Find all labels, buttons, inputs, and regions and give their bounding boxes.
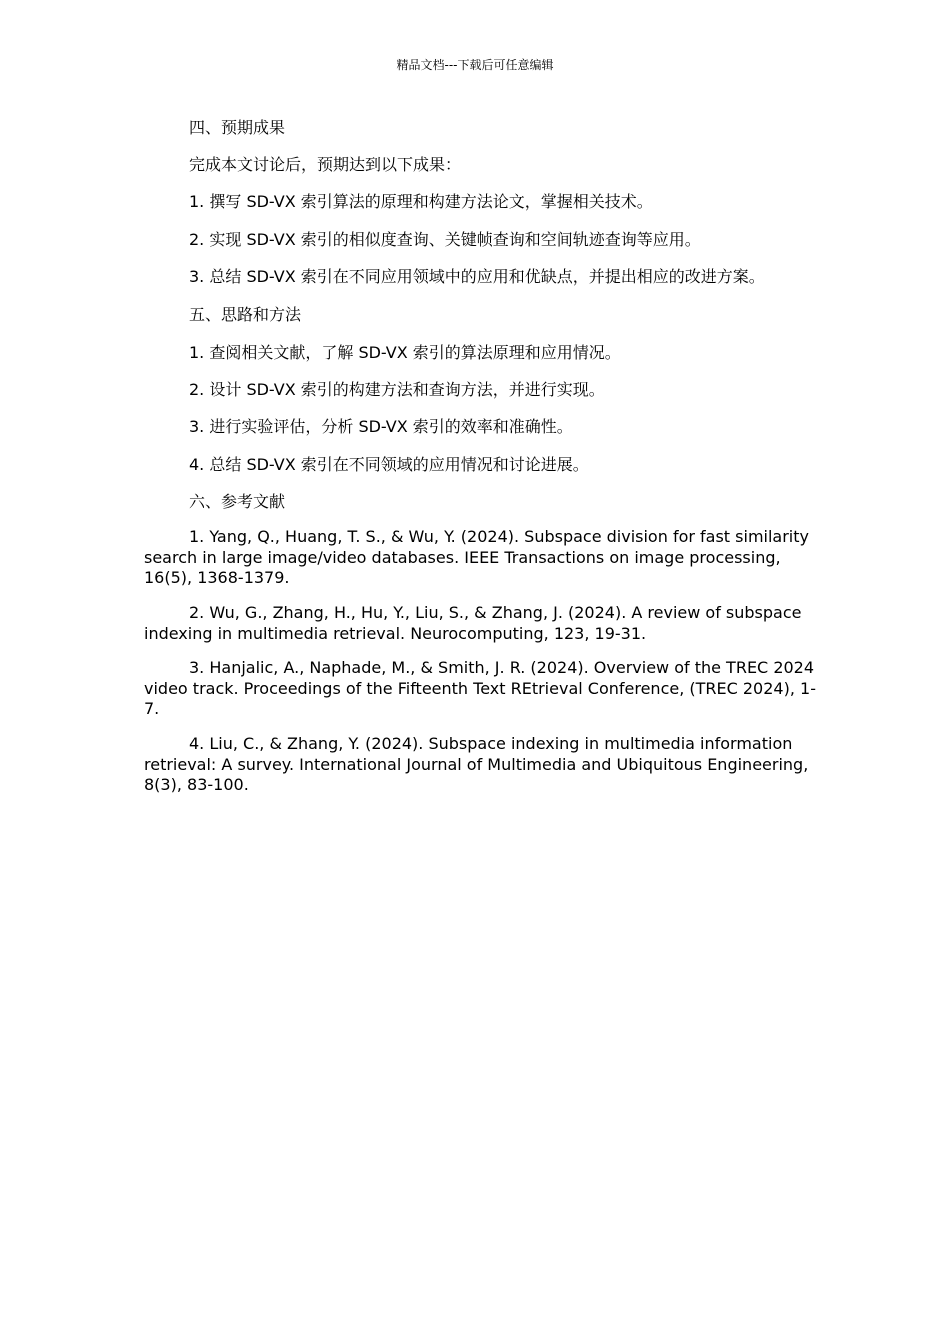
- method-item-4: 4. 总结 SD-VX 索引在不同领域的应用情况和讨论进展。: [189, 455, 589, 474]
- method-item-1: 1. 查阅相关文献，了解 SD-VX 索引的算法原理和应用情况。: [189, 343, 621, 362]
- section-heading-approach: 五、思路和方法: [189, 305, 302, 324]
- result-item-1: 1. 撰写 SD-VX 索引算法的原理和构建方法论文，掌握相关技术。: [189, 192, 653, 211]
- reference-item-3: 3. Hanjalic, A., Naphade, M., & Smith, J. R. (2024). Overview of the TREC 2024 video track. Proceedings of the Fifteenth Text REtrieval Conference, (TREC 2024), 1-7.: [144, 658, 816, 718]
- page-header: 精品文档---下载后可任意编辑: [396, 58, 554, 72]
- section-intro-paragraph: 完成本文讨论后，预期达到以下成果：: [189, 155, 462, 174]
- method-item-3: 3. 进行实验评估，分析 SD-VX 索引的效率和准确性。: [189, 417, 573, 436]
- reference-item-4: 4. Liu, C., & Zhang, Y. (2024). Subspace indexing in multimedia information retrieval: A survey. International Journal of Multimedia and Ubiquitous Engineering, 8(3), 83-100.: [144, 734, 809, 794]
- section-heading-expected-results: 四、预期成果: [189, 118, 286, 137]
- result-item-3: 3. 总结 SD-VX 索引在不同应用领域中的应用和优缺点，并提出相应的改进方案。: [189, 267, 765, 286]
- reference-item-2: 2. Wu, G., Zhang, H., Hu, Y., Liu, S., & Zhang, J. (2024). A review of subspace indexing in multimedia retrieval. Neurocomputing, 123, 19-31.: [144, 603, 802, 643]
- section-heading-references: 六、参考文献: [189, 492, 286, 511]
- reference-item-1: 1. Yang, Q., Huang, T. S., & Wu, Y. (2024). Subspace division for fast similarity search in large image/video databases. IEEE Transactions on image processing, 16(5), 1368-1379.: [144, 527, 809, 587]
- method-item-2: 2. 设计 SD-VX 索引的构建方法和查询方法，并进行实现。: [189, 380, 605, 399]
- result-item-2: 2. 实现 SD-VX 索引的相似度查询、关键帧查询和空间轨迹查询等应用。: [189, 230, 701, 249]
